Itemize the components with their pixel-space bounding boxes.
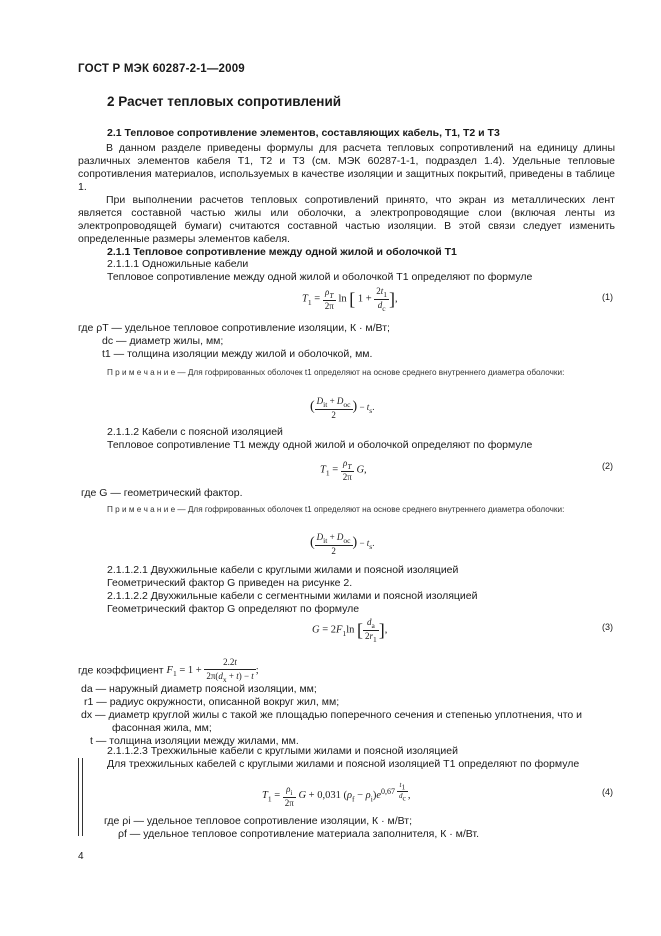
equation-4-number: (4) <box>602 787 613 797</box>
note-2: П р и м е ч а н и е — Для гофрированных оболочек t1 определяют на основе среднего внутреннего диаметра оболочки: <box>107 505 565 514</box>
subsection-2-1-1-2-1: 2.1.1.2.1 Двухжильные кабели с круглыми жилами и поясной изоляцией <box>107 564 459 576</box>
equation-3-number: (3) <box>602 622 613 632</box>
subsection-2-1-title: 2.1 Тепловое сопротивление элементов, составляющих кабель, T1, T2 и T3 <box>107 127 500 139</box>
subsection-2-1-1-2: 2.1.1.2 Кабели с поясной изоляцией <box>107 426 283 438</box>
change-bar-left-2 <box>82 758 83 836</box>
where-1-row-2: dc — диаметр жилы, мм; <box>102 335 224 347</box>
subsection-2-1-1-2-text: Тепловое сопротивление T1 между одной жилой и оболочкой определяют по формуле <box>107 439 533 451</box>
note-1: П р и м е ч а н и е — Для гофрированных оболочек t1 определяют на основе среднего внутреннего диаметра оболочки: <box>107 368 565 377</box>
paragraph-2: При выполнении расчетов тепловых сопротивлений принято, что экран из металлических лент является составной частью жилы или оболочки, а электропроводящие слои (включая ленты из электропроводящей бумаги) считаются составной частью изоляции. В этой связи следует изменить определенные размеры элементов кабеля. <box>78 194 615 245</box>
note-2-formula: ( $\frac{D_{it} + D_{oc}}{2}$ ) − $t_s$. <box>310 532 375 556</box>
subsection-2-1-1-2-2-text: Геометрический фактор G определяют по формуле <box>107 603 360 615</box>
section-title: 2 Расчет тепловых сопротивлений <box>107 94 342 109</box>
where-3-row-5: t — толщина изоляции между жилами, мм. <box>90 735 299 747</box>
equation-1-number: (1) <box>602 292 613 302</box>
where-4-row-2: ρf — удельное тепловое сопротивление материала заполнителя, К · м/Вт. <box>118 828 479 840</box>
equation-1: $T_1$ = $\frac{\rho_T}{2\pi}$ ln [ 1 + $\frac{2t_1}{d_c}$ ], <box>302 286 398 313</box>
equation-2: $T_1$ = $\frac{\rho_T}{2\pi}$ G, <box>320 458 367 482</box>
subsection-2-1-1-title: 2.1.1 Тепловое сопротивление между одной жилой и оболочкой T1 <box>107 246 457 258</box>
where-3-row-4: фасонная жила, мм; <box>112 722 212 734</box>
subsection-2-1-1-2-3: 2.1.1.2.3 Трехжильные кабели с круглыми жилами и поясной изоляцией <box>107 745 458 757</box>
subsection-2-1-1-1: 2.1.1.1 Одножильные кабели <box>107 258 249 270</box>
where-1-row-1: где ρT — удельное тепловое сопротивление изоляции, К · м/Вт; <box>78 322 390 334</box>
where-3-row-2: r1 — радиус окружности, описанной вокруг жил, мм; <box>84 696 340 708</box>
where-4-row-1: где ρi — удельное тепловое сопротивление изоляции, К · м/Вт; <box>104 815 413 827</box>
equation-4: $T_1$ = $\frac{\rho_i}{2\pi}$ G + 0,031 $(\rho_f - \rho_i)e^{0,67 \frac{t_1}{d_c}}$ , <box>262 781 411 808</box>
change-bar-left-1 <box>78 758 79 836</box>
subsection-2-1-1-2-2: 2.1.1.2.2 Двухжильные кабели с сегментными жилами и поясной изоляцией <box>107 590 478 602</box>
where-2: где G — геометрический фактор. <box>81 487 243 499</box>
subsection-2-1-1-2-1-text: Геометрический фактор G приведен на рисунке 2. <box>107 577 353 589</box>
subsection-2-1-1-1-text: Тепловое сопротивление между одной жилой и оболочкой T1 определяют по формуле <box>107 271 533 283</box>
where-1-row-3: t1 — толщина изоляции между жилой и оболочкой, мм. <box>102 348 373 360</box>
equation-3: $G = 2F_1\ln$ [ $\frac{d_a}{2r_1}$ ], <box>312 617 388 644</box>
subsection-2-1-1-2-3-text: Для трехжильных кабелей с круглыми жилами и поясной изоляцией T1 определяют по формуле <box>107 758 580 770</box>
where-3-row-3: dx — диаметр круглой жилы с такой же площадью поперечного сечения и степенью уплотнения, что и <box>81 709 583 721</box>
equation-2-number: (2) <box>602 461 613 471</box>
document-header: ГОСТ Р МЭК 60287-2-1—2009 <box>78 63 245 75</box>
where-3-row-1: da — наружный диаметр поясной изоляции, мм; <box>81 683 317 695</box>
where-3-intro: где коэффициент $F_1 = 1$ + $\frac{2.2t}{2\pi(d_x + t) - t}$ ; <box>78 657 259 684</box>
page-number: 4 <box>78 851 84 862</box>
paragraph-1: В данном разделе приведены формулы для расчета тепловых сопротивлений на единицу длины различных элементов кабеля T1, T2 и T3 (см. МЭК 60287-1-1, подраздел 1.4). Удельные тепловые сопротивления материалов, используемых в качестве изоляции и защитных покрытий, приведены в таблице 1. <box>78 142 615 193</box>
note-1-formula: ( $\frac{D_{it} + D_{oc}}{2}$ ) − $t_s$. <box>310 396 375 420</box>
